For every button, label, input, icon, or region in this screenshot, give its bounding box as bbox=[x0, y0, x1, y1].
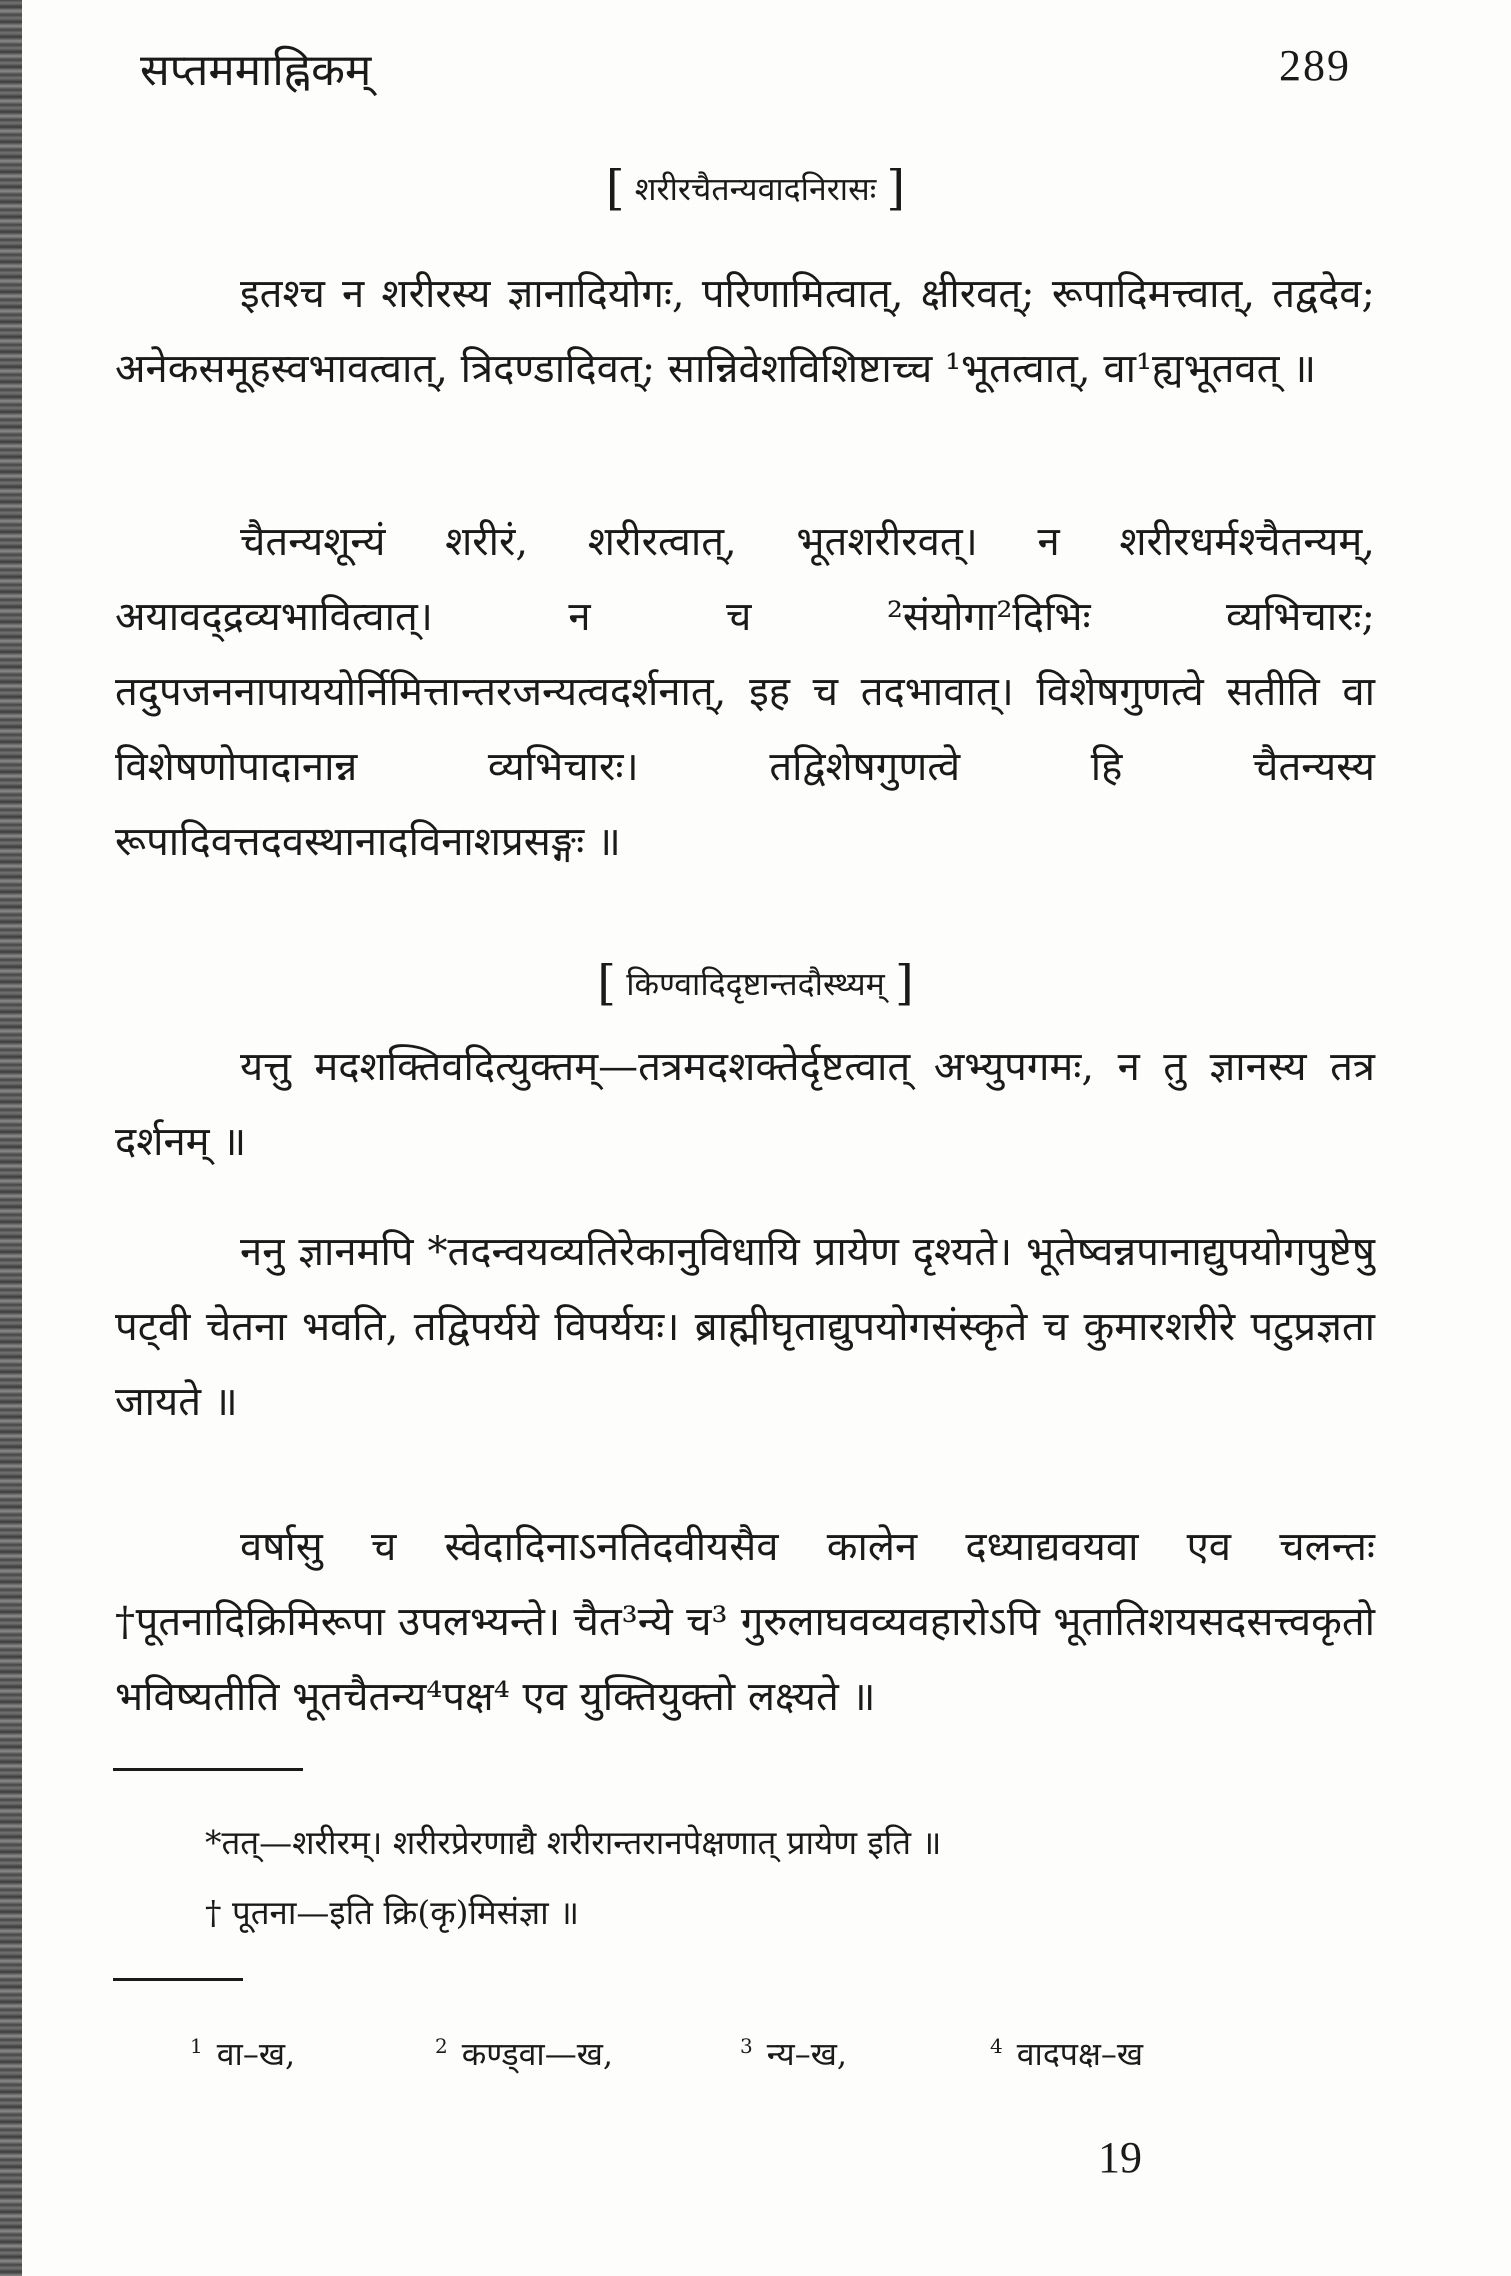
section-heading-1-text: शरीरचैतन्यवादनिरासः bbox=[634, 170, 877, 208]
paragraph-1: इतश्च न शरीरस्य ज्ञानादियोगः, परिणामित्वात्, क्षीरवत्; रूपादिमत्त्वात्, तद्वदेव; अनेकसमूहस्वभावत्वात्, त्रिदण्डादिवत्; सान्निवेशविशिष्टाच्च ¹भूतत्वात्, वा¹ह्यभूतवत् ॥ bbox=[115, 271, 1375, 392]
footnote-rule bbox=[113, 1768, 303, 1771]
chapter-title: सप्तममाह्निकम् bbox=[140, 45, 372, 96]
paragraph-2: चैतन्यशून्यं शरीरं, शरीरत्वात्, भूतशरीरवत्। न शरीरधर्मश्चैतन्यम्, अयावद्द्रव्यभावित्वात्। न च ²संयोगा²दिभिः व्यभिचारः; तदुपजननापाययोर्निमित्तान्तरजन्यत्वदर्शनात्, इह च तदभावात्। विशेषगुणत्वे सतीति वा विशेषणोपादानान्न व्यभिचारः। तद्विशेषगुणत्वे हि चैतन्यस्य रूपादिवत्तदवस्थानादविनाशप्रसङ्गः ॥ bbox=[115, 519, 1375, 865]
footnote-2: † पूतना—इति क्रि(कृ)मिसंज्ञा ॥ bbox=[205, 1893, 579, 1932]
variant-2 bbox=[435, 2032, 613, 2075]
section-heading-2: [ किण्वादिदृष्टान्तदौस्थ्यम् ] bbox=[597, 955, 914, 1011]
paragraph-5: वर्षासु च स्वेदादिनाऽनतिदवीयसैव कालेन दध्याद्यवयवा एव चलन्तः †पूतनादिक्रिमिरूपा उपलभ्यन्ते। चैत³न्ये च³ गुरुलाघवव्यवहारोऽपि भूतातिशयसदसत्त्वकृतो भविष्यतीति भूतचैतन्य⁴पक्ष⁴ एव युक्तियुक्तो लक्ष्यते ॥ bbox=[115, 1524, 1375, 1720]
paragraph-4: ननु ज्ञानमपि *तदन्वयव्यतिरेकानुविधायि प्रायेण दृश्यते। भूतेष्वन्नपानाद्युपयोगपुष्टेषु पट्वी चेतना भवति, तद्विपर्यये विपर्ययः। ब्राह्मीघृताद्युपयोगसंस्कृते च कुमारशरीरे पटुप्रज्ञता जायते ॥ bbox=[115, 1229, 1375, 1425]
variant-1-text: वा–ख, bbox=[216, 2035, 296, 2073]
variant-1 bbox=[190, 2032, 295, 2075]
variant-4-text: वादपक्ष–ख bbox=[1016, 2035, 1144, 2073]
section-heading-1: [ शरीरचैतन्यवादनिरासः ] bbox=[605, 160, 906, 216]
variant-4 bbox=[990, 2032, 1143, 2075]
variant-2-mark: 2 bbox=[435, 2034, 448, 2059]
variant-1-mark: 1 bbox=[190, 2034, 203, 2059]
variant-4-mark: 4 bbox=[990, 2034, 1003, 2059]
variant-3-text: न्य–ख, bbox=[766, 2035, 848, 2073]
page-number: 289 bbox=[1279, 41, 1351, 90]
section-heading-2-text: किण्वादिदृष्टान्तदौस्थ्यम् bbox=[626, 965, 885, 1003]
footnote-1: *तत्—शरीरम्। शरीरप्रेरणाद्यै शरीरान्तरानपेक्षणात् प्रायेण इति ॥ bbox=[205, 1823, 942, 1862]
variant-3-mark: 3 bbox=[740, 2034, 753, 2059]
variants-rule bbox=[113, 1978, 243, 1981]
variant-3 bbox=[740, 2032, 847, 2075]
sheet-signature: 19 bbox=[1098, 2133, 1142, 2182]
variant-2-text: कण्ड्वा—ख, bbox=[461, 2035, 614, 2073]
scan-edge-shadow bbox=[0, 0, 22, 2276]
paragraph-3: यत्तु मदशक्तिवदित्युक्तम्—तत्रमदशक्तेर्दृष्टत्वात् अभ्युपगमः, न तु ज्ञानस्य तत्र दर्शनम् ॥ bbox=[115, 1044, 1375, 1165]
